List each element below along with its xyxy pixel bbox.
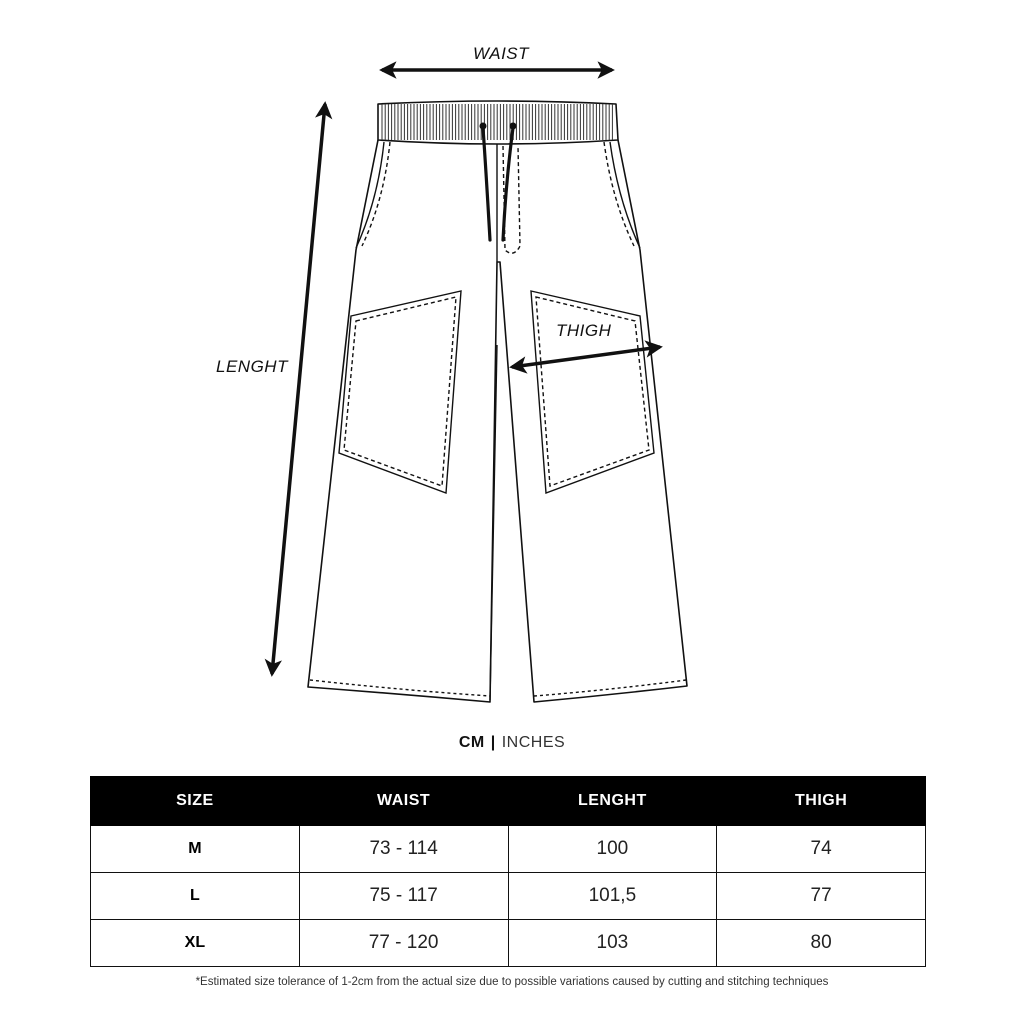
thigh-cell: 77 (717, 873, 926, 920)
size-chart-table (90, 776, 926, 967)
unit-cm[interactable]: CM (458, 734, 485, 751)
thigh-cell: 74 (717, 826, 926, 873)
size-cell: XL (91, 920, 300, 967)
footnote: *Estimated size tolerance of 1-2cm from the actual size due to possible variations caused by cutting and stitching techniques (195, 976, 829, 988)
waist-cell: 77 - 120 (299, 920, 508, 967)
header-thigh: THIGH (717, 777, 926, 826)
header-size: SIZE (91, 777, 300, 826)
waist-label: WAIST (473, 44, 530, 63)
table-row (91, 826, 926, 873)
thigh-arrow (512, 347, 660, 367)
waist-cell: 75 - 117 (299, 873, 508, 920)
size-cell: L (91, 873, 300, 920)
unit-separator: | (490, 734, 496, 751)
length-label: LENGHT (216, 357, 288, 376)
table-header-row (91, 777, 926, 826)
unit-toggle (0, 734, 1024, 752)
length-cell: 103 (508, 920, 717, 967)
table-row (91, 920, 926, 967)
waist-cell: 73 - 114 (299, 826, 508, 873)
length-cell: 100 (508, 826, 717, 873)
thigh-label: THIGH (556, 321, 612, 340)
right-side-pocket (610, 142, 640, 248)
length-cell: 101,5 (508, 873, 717, 920)
table-row (91, 873, 926, 920)
length-arrow (272, 104, 325, 674)
thigh-cell: 80 (717, 920, 926, 967)
unit-inches[interactable]: INCHES (501, 734, 566, 751)
header-waist: WAIST (299, 777, 508, 826)
size-cell: M (91, 826, 300, 873)
drawstrings (483, 128, 513, 240)
header-length: LENGHT (508, 777, 717, 826)
